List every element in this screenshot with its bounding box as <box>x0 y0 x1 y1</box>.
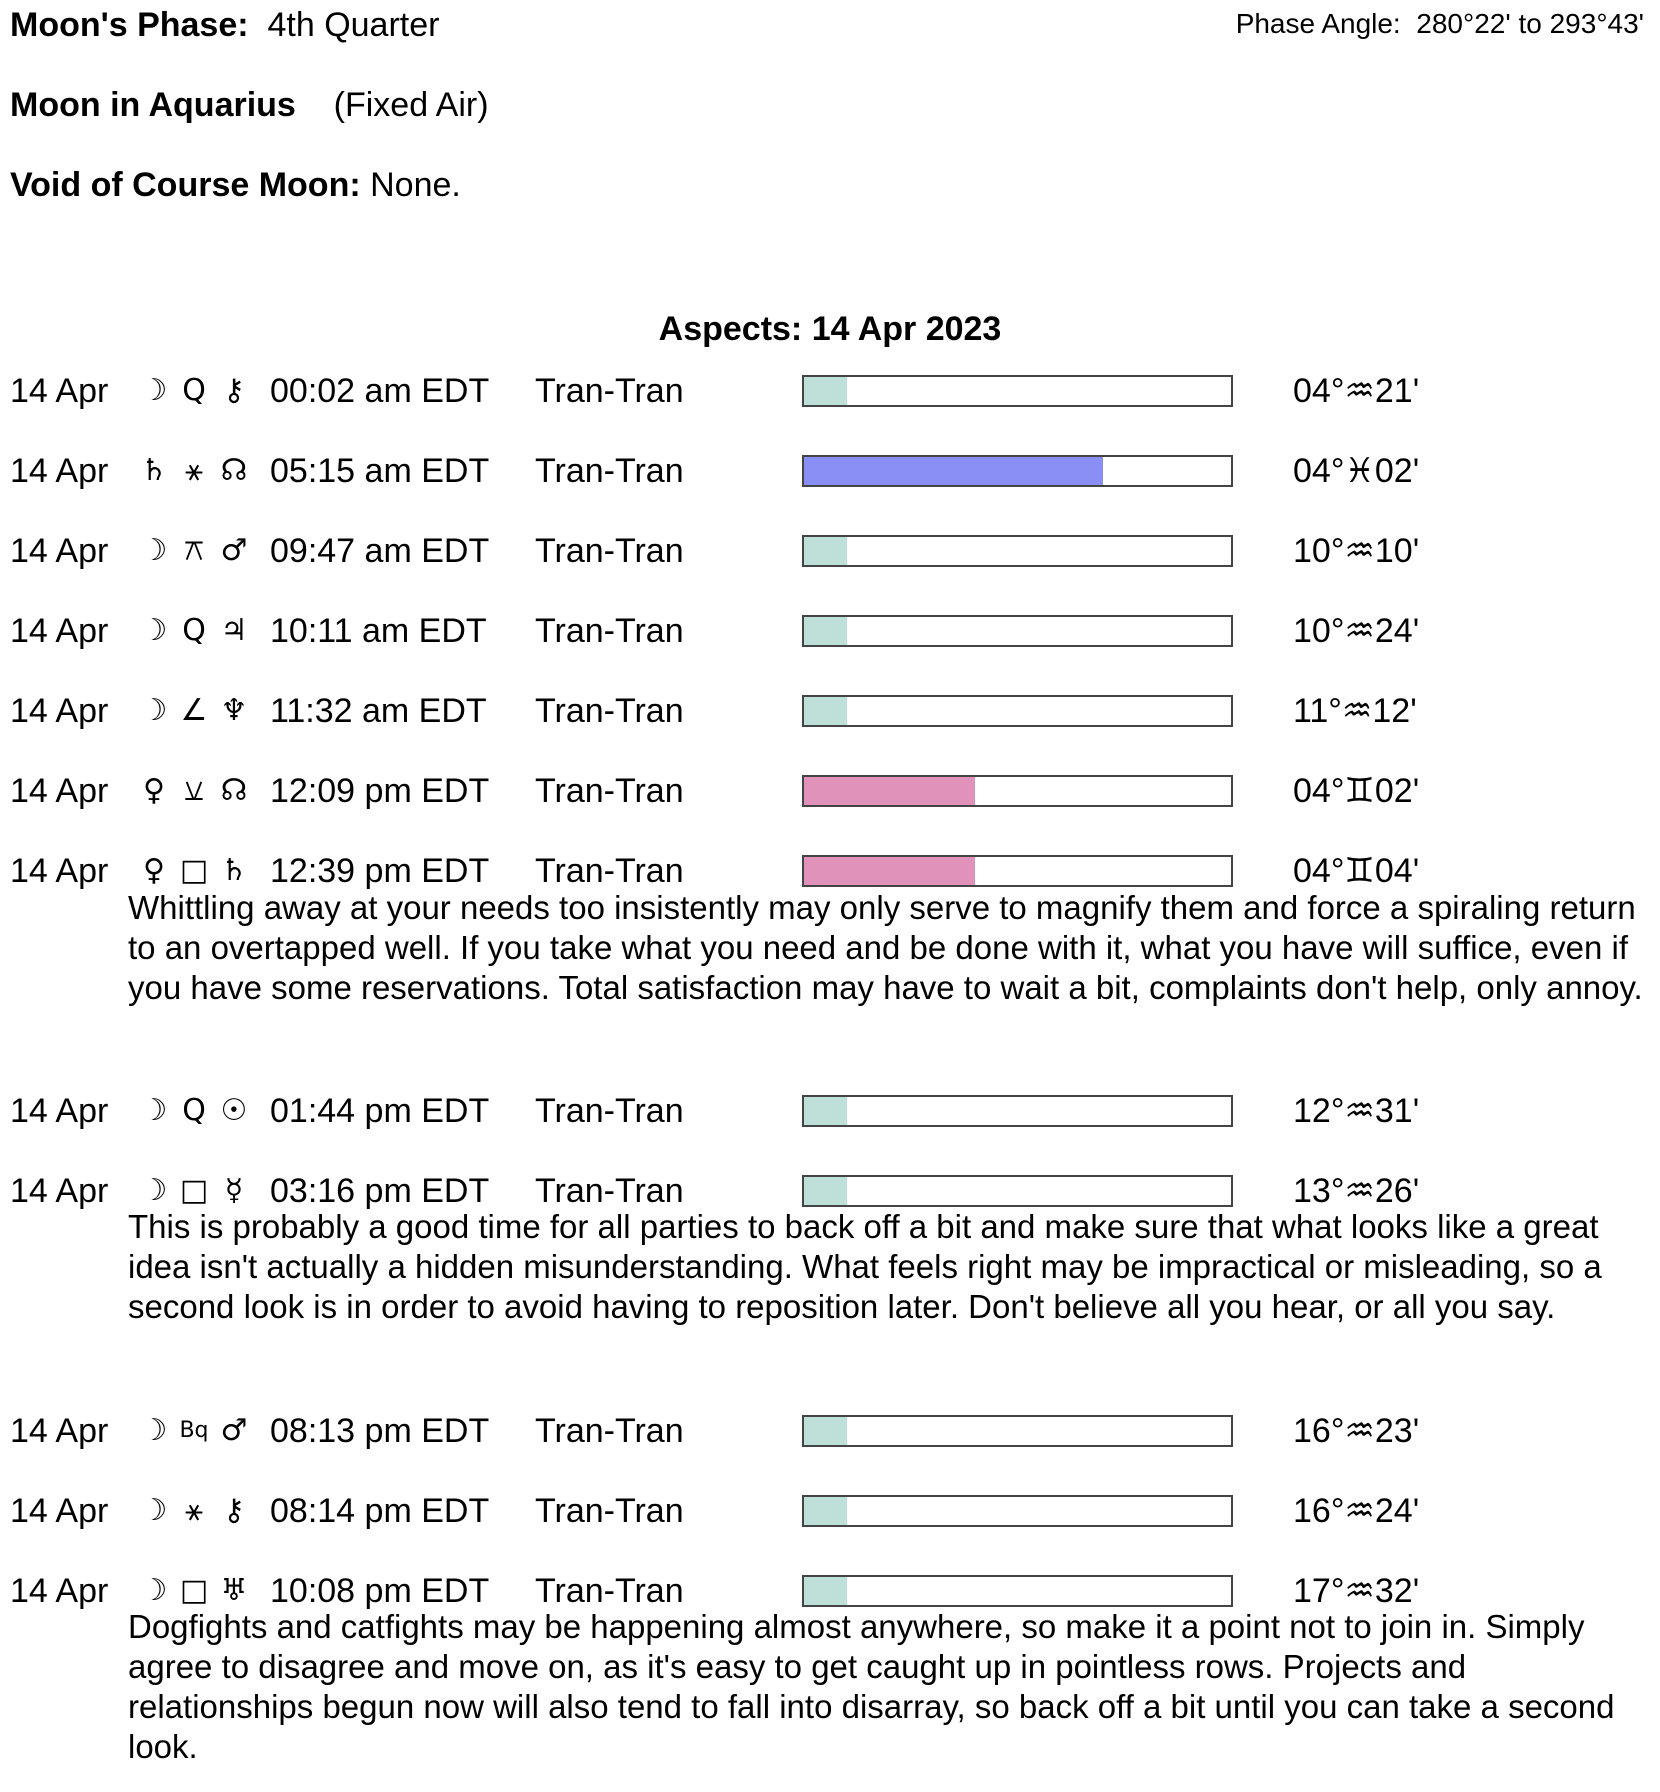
aspect-date: 14 Apr <box>10 1092 109 1130</box>
aspect-glyph: □ <box>179 1573 209 1608</box>
aspect-strength-bar <box>802 1095 1233 1127</box>
aspect-strength-fill <box>804 697 847 725</box>
aspect-time: 12:09 pm EDT <box>270 772 490 810</box>
aspect-time: 11:32 am EDT <box>270 692 487 730</box>
aspect-strength-fill <box>804 1497 847 1525</box>
aspect-glyph: ∠ <box>180 693 208 728</box>
planet-2-glyph: ☊ <box>220 453 248 488</box>
planet-2-glyph: ♂ <box>220 1413 248 1448</box>
aspect-date: 14 Apr <box>10 1492 109 1530</box>
void-of-course-label: Void of Course Moon: <box>10 166 361 204</box>
aspect-strength-fill <box>804 1097 847 1125</box>
aspect-strength-bar <box>802 695 1233 727</box>
planet-1-glyph: ☽ <box>140 533 168 568</box>
planet-2-glyph: ♄ <box>220 853 248 888</box>
planet-1-glyph: ☽ <box>140 1573 168 1608</box>
aspect-glyph: □ <box>179 853 209 888</box>
aspect-row <box>0 1087 1660 1135</box>
aspect-strength-fill <box>804 617 847 645</box>
aspect-strength-bar <box>802 1495 1233 1527</box>
aspect-strength-fill <box>804 377 847 405</box>
aspect-time: 08:13 pm EDT <box>270 1412 490 1450</box>
planet-1-glyph: ♄ <box>140 453 168 488</box>
phase-angle-line <box>1236 8 1644 40</box>
aspect-description: Dogfights and catfights may be happening almost anywhere, so make it a point not to join in. Simply agree to disagree and move on, as it's easy to get caught up in pointless rows. Projects and relationships begun now will also tend to fall into disarray, so back off a bit until you can take a second look. <box>128 1608 1615 1765</box>
planet-2-glyph: ☿ <box>224 1173 244 1208</box>
aspect-strength-fill <box>804 777 975 805</box>
aspect-strength-bar <box>802 855 1233 887</box>
aspect-type: Tran-Tran <box>535 612 684 650</box>
aspect-row <box>0 527 1660 575</box>
aspect-type: Tran-Tran <box>535 372 684 410</box>
aspect-description: Whittling away at your needs too insistently may only serve to magnify them and force a spiraling return to an overtapped well. If you take what you need and be done with it, what you have will suffice, even if you have some reservations. Total satisfaction may have to wait a bit, complaints don't help, only annoy. <box>128 889 1643 1006</box>
aspect-time: 10:11 am EDT <box>270 612 487 650</box>
planet-2-glyph: ☊ <box>220 773 248 808</box>
aspect-degree: 04°♊04' <box>1293 852 1420 890</box>
planet-2-glyph: ⚷ <box>223 1493 245 1528</box>
aspect-strength-fill <box>804 457 1103 485</box>
aspect-type: Tran-Tran <box>535 1172 684 1210</box>
aspect-type: Tran-Tran <box>535 1412 684 1450</box>
aspect-degree: 16°♒23' <box>1293 1412 1420 1450</box>
aspect-date: 14 Apr <box>10 452 109 490</box>
aspect-row <box>0 767 1660 815</box>
aspect-strength-fill <box>804 1417 847 1445</box>
aspect-date: 14 Apr <box>10 612 109 650</box>
phase-angle-label: Phase Angle: <box>1235 8 1401 39</box>
aspect-row <box>0 447 1660 495</box>
aspect-degree: 17°♒32' <box>1293 1572 1420 1610</box>
aspect-strength-fill <box>804 1177 847 1205</box>
planet-1-glyph: ☽ <box>140 613 168 648</box>
planet-1-glyph: ♀ <box>143 853 165 888</box>
aspects-title: Aspects: 14 Apr 2023 <box>658 310 1002 348</box>
moon-phase-line <box>10 6 439 45</box>
aspect-degree: 10°♒10' <box>1293 532 1420 570</box>
aspect-type: Tran-Tran <box>535 1492 684 1530</box>
planet-2-glyph: ♂ <box>220 533 248 568</box>
aspect-strength-bar <box>802 775 1233 807</box>
planet-2-glyph: ⚷ <box>223 373 245 408</box>
moon-sign-value: (Fixed Air) <box>333 86 489 124</box>
moon-phase-value: 4th Quarter <box>267 6 440 44</box>
aspect-type: Tran-Tran <box>535 452 684 490</box>
aspect-degree: 11°♒12' <box>1293 692 1417 730</box>
planet-1-glyph: ♀ <box>143 773 165 808</box>
moon-sign-line <box>10 86 489 125</box>
void-of-course-value: None. <box>370 166 461 204</box>
aspect-date: 14 Apr <box>10 1412 109 1450</box>
planet-1-glyph: ☽ <box>140 373 168 408</box>
aspect-glyph: Bq <box>179 1418 209 1443</box>
planet-1-glyph: ☽ <box>140 1093 168 1128</box>
aspect-glyph: □ <box>179 1173 209 1208</box>
aspect-glyph: ⚹ <box>185 1493 203 1528</box>
aspect-time: 10:08 pm EDT <box>270 1572 490 1610</box>
aspect-time: 05:15 am EDT <box>270 452 490 490</box>
aspect-strength-bar <box>802 535 1233 567</box>
planet-2-glyph: ♃ <box>220 613 248 648</box>
planet-1-glyph: ☽ <box>140 693 168 728</box>
aspect-date: 14 Apr <box>10 532 109 570</box>
aspect-row <box>0 687 1660 735</box>
aspect-strength-fill <box>804 1577 847 1605</box>
aspect-time: 08:14 pm EDT <box>270 1492 490 1530</box>
aspect-time: 09:47 am EDT <box>270 532 490 570</box>
aspect-strength-bar <box>802 1415 1233 1447</box>
aspect-degree: 13°♒26' <box>1293 1172 1420 1210</box>
planet-1-glyph: ☽ <box>140 1413 168 1448</box>
aspect-row <box>0 1407 1660 1455</box>
aspect-strength-bar <box>802 375 1233 407</box>
aspect-strength-bar <box>802 1175 1233 1207</box>
aspect-row <box>0 367 1660 415</box>
aspect-date: 14 Apr <box>10 692 109 730</box>
aspect-degree: 04°♒21' <box>1293 372 1420 410</box>
aspect-glyph: ⚻ <box>184 533 204 568</box>
aspect-date: 14 Apr <box>10 372 109 410</box>
aspect-degree: 10°♒24' <box>1293 612 1420 650</box>
aspect-time: 00:02 am EDT <box>270 372 490 410</box>
aspect-description: This is probably a good time for all parties to back off a bit and make sure that what looks like a great idea isn't actually a hidden misunderstanding. What feels right may be impractical or misleading, so a second look is in order to avoid having to reposition later. Don't believe all you hear, or all you say. <box>128 1208 1602 1325</box>
planet-2-glyph: ♆ <box>220 693 248 728</box>
aspect-glyph: Q <box>182 373 206 408</box>
aspect-time: 12:39 pm EDT <box>270 852 490 890</box>
moon-phase-label: Moon's Phase: <box>10 6 249 44</box>
aspect-type: Tran-Tran <box>535 772 684 810</box>
planet-2-glyph: ♅ <box>220 1573 248 1608</box>
planet-2-glyph: ☉ <box>220 1093 248 1128</box>
aspect-glyph: ⚺ <box>184 773 204 808</box>
aspect-time: 03:16 pm EDT <box>270 1172 490 1210</box>
aspect-date: 14 Apr <box>10 1572 109 1610</box>
aspect-type: Tran-Tran <box>535 532 684 570</box>
aspect-date: 14 Apr <box>10 1172 109 1210</box>
aspect-strength-bar <box>802 615 1233 647</box>
aspect-degree: 12°♒31' <box>1293 1092 1420 1130</box>
aspect-time: 01:44 pm EDT <box>270 1092 490 1130</box>
planet-1-glyph: ☽ <box>140 1493 168 1528</box>
aspect-degree: 16°♒24' <box>1293 1492 1420 1530</box>
moon-sign-label: Moon in Aquarius <box>10 86 296 124</box>
aspect-strength-bar <box>802 1575 1233 1607</box>
void-of-course-line <box>10 166 461 205</box>
aspect-type: Tran-Tran <box>535 692 684 730</box>
planet-1-glyph: ☽ <box>140 1173 168 1208</box>
aspect-glyph: Q <box>182 613 206 648</box>
aspect-glyph: Q <box>182 1093 206 1128</box>
aspect-date: 14 Apr <box>10 852 109 890</box>
aspect-type: Tran-Tran <box>535 1092 684 1130</box>
aspect-degree: 04°♓02' <box>1293 452 1420 490</box>
aspect-date: 14 Apr <box>10 772 109 810</box>
aspect-row <box>0 607 1660 655</box>
aspect-degree: 04°♊02' <box>1293 772 1420 810</box>
aspect-strength-fill <box>804 537 847 565</box>
aspect-strength-bar <box>802 455 1233 487</box>
phase-angle-value: 280°22' to 293°43' <box>1416 8 1644 39</box>
aspect-row <box>0 1487 1660 1535</box>
aspect-type: Tran-Tran <box>535 1572 684 1610</box>
aspect-glyph: ⚹ <box>185 453 203 488</box>
aspect-strength-fill <box>804 857 975 885</box>
aspect-type: Tran-Tran <box>535 852 684 890</box>
